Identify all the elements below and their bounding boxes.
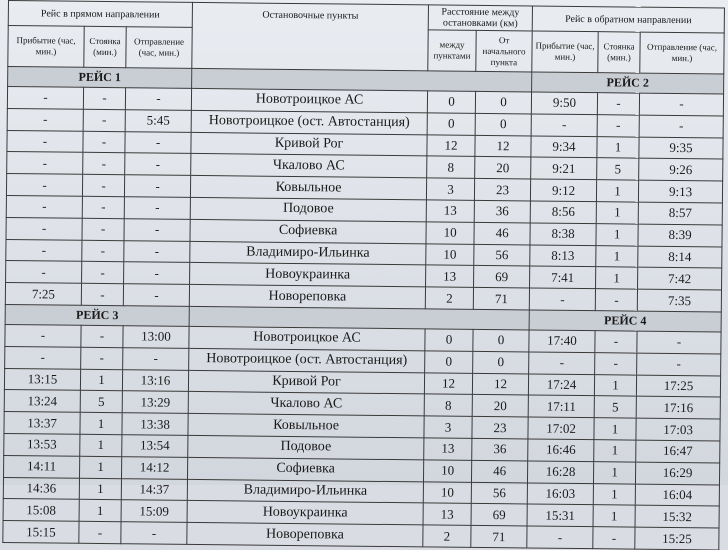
- reverse-departure-cell: -: [639, 115, 723, 138]
- reverse-arrival-cell: 17:11: [528, 395, 594, 417]
- reverse-departure-cell: 8:14: [638, 246, 722, 269]
- stop-name-cell: Ковыльное: [188, 414, 424, 438]
- reverse-arrival-cell: 17:02: [528, 417, 594, 439]
- distance-between-cell: 0: [425, 351, 473, 373]
- departure-cell: 13:29: [122, 391, 188, 413]
- stay-cell: -: [82, 174, 124, 196]
- reverse-arrival-cell: 8:13: [530, 245, 596, 267]
- stay-cell: 1: [80, 434, 122, 456]
- bus-timetable: [2, 0, 725, 550]
- arrival-cell: 15:15: [3, 521, 79, 544]
- arrival-cell: 15:08: [3, 499, 79, 522]
- distance-from-start-cell: 71: [473, 288, 529, 310]
- distance-between-cell: 10: [426, 222, 474, 244]
- departure-cell: 13:38: [122, 413, 188, 435]
- reverse-stay-cell: 1: [596, 202, 638, 224]
- distance-between-cell: 3: [424, 416, 472, 438]
- departure-cell: -: [121, 522, 187, 544]
- reverse-departure-cell: 8:39: [638, 224, 722, 247]
- arrival-cell: 13:15: [4, 368, 80, 391]
- forward-departure-header: Отправление (час, мин.): [126, 27, 192, 69]
- reverse-departure-cell: 8:57: [638, 202, 722, 225]
- reverse-stay-cell: 1: [596, 180, 638, 202]
- departure-cell: -: [124, 197, 190, 219]
- departure-cell: 13:54: [122, 435, 188, 457]
- reverse-arrival-cell: 16:03: [527, 483, 593, 505]
- departure-cell: -: [124, 262, 190, 284]
- arrival-cell: 13:24: [4, 390, 80, 413]
- reverse-departure-cell: 9:35: [639, 137, 723, 160]
- departure-cell: -: [125, 153, 191, 175]
- departure-cell: 14:37: [121, 478, 187, 500]
- reverse-arrival-cell: 17:40: [529, 330, 595, 352]
- forward-arrival-header: Прибытие (час, мин.): [8, 26, 84, 68]
- reverse-departure-cell: -: [639, 93, 723, 116]
- reverse-arrival-cell: 16:28: [528, 461, 594, 483]
- reverse-stay-cell: 1: [597, 136, 639, 158]
- arrival-cell: -: [7, 108, 83, 131]
- stop-name-cell: Ковыльное: [190, 176, 426, 200]
- distance-between-cell: 0: [427, 113, 475, 135]
- distance-from-start-cell: 46: [472, 460, 528, 482]
- reverse-arrival-cell: -: [527, 526, 593, 548]
- distance-between-cell: 13: [423, 503, 471, 525]
- arrival-cell: -: [7, 152, 83, 175]
- stay-cell: -: [81, 325, 123, 347]
- distance-from-start-cell: 0: [473, 329, 529, 351]
- distance-from-start-cell: 20: [475, 157, 531, 179]
- departure-cell: 13:16: [122, 369, 188, 391]
- reverse-departure-cell: 15:32: [635, 505, 719, 528]
- stop-name-cell: Чкалово АС: [191, 154, 427, 178]
- departure-cell: 13:00: [123, 326, 189, 348]
- stay-cell: -: [82, 262, 124, 284]
- departure-cell: -: [124, 219, 190, 241]
- arrival-cell: 7:25: [5, 283, 81, 306]
- reverse-stay-cell: 1: [593, 483, 635, 505]
- reverse-stay-cell: 1: [594, 374, 636, 396]
- stop-name-cell: Новотроицкое АС: [189, 326, 425, 350]
- arrival-cell: 13:53: [4, 433, 80, 456]
- reverse-arrival-cell: 15:31: [527, 504, 593, 526]
- reverse-arrival-cell: 8:56: [530, 201, 596, 223]
- reverse-departure-cell: 7:42: [638, 267, 722, 290]
- stop-name-cell: Новореповка: [187, 523, 423, 547]
- reverse-direction-header: Рейс в обратном направлении: [532, 6, 724, 33]
- reverse-arrival-header: Прибытие (час, мин.): [532, 31, 598, 73]
- distance-header: Расстояние между остановками (км): [428, 5, 532, 31]
- reverse-departure-cell: -: [637, 331, 721, 354]
- reverse-stay-cell: -: [595, 331, 637, 353]
- reverse-arrival-cell: 7:41: [530, 266, 596, 288]
- reverse-departure-cell: 17:25: [636, 375, 720, 398]
- distance-from-start-cell: 0: [475, 91, 531, 113]
- reverse-arrival-cell: 16:46: [528, 439, 594, 461]
- departure-cell: -: [124, 175, 190, 197]
- departure-cell: 15:09: [121, 500, 187, 522]
- arrival-cell: -: [6, 217, 82, 240]
- reverse-stay-cell: 5: [594, 396, 636, 418]
- stay-cell: 1: [80, 369, 122, 391]
- distance-from-start-cell: 71: [471, 526, 527, 548]
- departure-cell: -: [125, 88, 191, 110]
- stop-name-cell: Новоукраинка: [187, 501, 423, 525]
- distance-from-start-cell: 46: [474, 222, 530, 244]
- arrival-cell: -: [6, 261, 82, 284]
- between-header: между пунктами: [428, 30, 476, 72]
- distance-between-cell: 2: [425, 287, 473, 309]
- distance-between-cell: 10: [426, 243, 474, 265]
- departure-cell: -: [125, 131, 191, 153]
- stop-name-cell: Софиевка: [188, 457, 424, 481]
- arrival-cell: 14:11: [4, 455, 80, 478]
- stop-name-cell: Владимиро-Ильинка: [187, 479, 423, 503]
- stay-cell: 5: [80, 391, 122, 413]
- reverse-departure-cell: 16:04: [635, 484, 719, 507]
- reverse-stay-cell: 1: [596, 267, 638, 289]
- reverse-stay-cell: 1: [594, 461, 636, 483]
- reverse-stay-cell: -: [593, 527, 635, 549]
- departure-cell: -: [124, 240, 190, 262]
- reverse-stay-cell: 1: [596, 223, 638, 245]
- reverse-arrival-cell: -: [529, 288, 595, 310]
- arrival-cell: -: [5, 346, 81, 369]
- distance-between-cell: 8: [427, 156, 475, 178]
- reverse-departure-cell: 16:29: [636, 462, 720, 485]
- arrival-cell: -: [6, 239, 82, 262]
- reverse-stay-cell: -: [595, 352, 637, 374]
- reverse-departure-cell: 15:25: [635, 527, 719, 550]
- stop-name-cell: Чкалово АС: [188, 392, 424, 416]
- reverse-arrival-cell: 9:34: [531, 136, 597, 158]
- distance-from-start-cell: 36: [472, 438, 528, 460]
- stay-cell: -: [82, 218, 124, 240]
- distance-between-cell: 10: [424, 460, 472, 482]
- stop-name-cell: Владимиро-Ильинка: [190, 241, 426, 265]
- stay-cell: -: [82, 240, 124, 262]
- stop-name-cell: Новореповка: [189, 285, 425, 309]
- forward-trip-label: РЕЙС 3: [5, 304, 189, 326]
- reverse-arrival-cell: 9:12: [530, 179, 596, 201]
- reverse-stay-cell: 5: [597, 158, 639, 180]
- stay-cell: 1: [80, 412, 122, 434]
- distance-between-cell: 0: [427, 91, 475, 113]
- distance-between-cell: 10: [423, 481, 471, 503]
- stop-name-cell: Новотроицкое (ост. Автостанция): [189, 348, 425, 372]
- distance-from-start-cell: 0: [475, 113, 531, 135]
- reverse-arrival-cell: -: [529, 352, 595, 374]
- arrival-cell: -: [6, 174, 82, 197]
- forward-trip-label: РЕЙС 1: [8, 67, 192, 89]
- departure-cell: 5:45: [125, 110, 191, 132]
- stay-cell: 1: [79, 478, 121, 500]
- stay-cell: 1: [79, 500, 121, 522]
- reverse-arrival-cell: 9:50: [531, 92, 597, 114]
- reverse-arrival-cell: 9:21: [531, 157, 597, 179]
- departure-cell: -: [123, 284, 189, 306]
- arrival-cell: 14:36: [3, 477, 79, 500]
- departure-cell: 14:12: [121, 456, 187, 478]
- stay-cell: -: [83, 109, 125, 131]
- reverse-departure-header: Отправление (час, мин.): [640, 32, 724, 74]
- distance-from-start-cell: 36: [474, 200, 530, 222]
- stop-name-cell: Подовое: [190, 197, 426, 221]
- reverse-arrival-cell: 17:24: [528, 374, 594, 396]
- arrival-cell: -: [5, 324, 81, 347]
- stops-header: Остановочные пункты: [192, 2, 429, 70]
- distance-between-cell: 0: [425, 329, 473, 351]
- distance-from-start-cell: 20: [472, 395, 528, 417]
- from-start-header: От начального пункта: [476, 30, 532, 72]
- timetable-body: [3, 67, 724, 550]
- distance-between-cell: 2: [423, 525, 471, 547]
- stay-cell: -: [83, 153, 125, 175]
- stop-name-cell: Новоукраинка: [190, 263, 426, 287]
- arrival-cell: -: [7, 87, 83, 110]
- stay-cell: -: [79, 521, 121, 543]
- reverse-departure-cell: 17:16: [636, 396, 720, 419]
- stop-name-cell: Кривой Рог: [188, 370, 424, 394]
- reverse-arrival-cell: -: [531, 114, 597, 136]
- reverse-stay-cell: -: [597, 114, 639, 136]
- reverse-stay-cell: -: [597, 93, 639, 115]
- distance-from-start-cell: 12: [472, 373, 528, 395]
- departure-cell: -: [123, 347, 189, 369]
- reverse-departure-cell: 7:35: [637, 289, 721, 312]
- reverse-stay-cell: 1: [593, 505, 635, 527]
- distance-from-start-cell: 56: [474, 244, 530, 266]
- forward-direction-header: Рейс в прямом направлении: [8, 1, 192, 28]
- stop-name-cell: Новотроицкое (ост. Автостанция): [191, 110, 427, 134]
- reverse-stay-header: Стоянка (мин.): [598, 32, 640, 73]
- distance-from-start-cell: 12: [475, 135, 531, 157]
- reverse-stay-cell: 1: [594, 418, 636, 440]
- distance-from-start-cell: 69: [474, 266, 530, 288]
- stay-cell: -: [82, 196, 124, 218]
- stay-cell: -: [81, 283, 123, 305]
- reverse-stay-cell: 1: [594, 440, 636, 462]
- reverse-departure-cell: 16:47: [636, 440, 720, 463]
- distance-between-cell: 13: [424, 438, 472, 460]
- distance-from-start-cell: 23: [472, 417, 528, 439]
- reverse-trip-label: РЕЙС 2: [532, 72, 724, 94]
- distance-from-start-cell: 69: [471, 504, 527, 526]
- stay-cell: 1: [80, 456, 122, 478]
- arrival-cell: -: [7, 130, 83, 153]
- reverse-trip-label: РЕЙС 4: [529, 310, 721, 332]
- reverse-departure-cell: -: [637, 353, 721, 376]
- stop-name-cell: Кривой Рог: [191, 132, 427, 156]
- reverse-arrival-cell: 8:38: [530, 223, 596, 245]
- stop-name-cell: Новотроицкое АС: [191, 88, 427, 112]
- reverse-stay-cell: 1: [596, 245, 638, 267]
- reverse-stay-cell: -: [595, 289, 637, 311]
- reverse-departure-cell: 17:03: [636, 418, 720, 441]
- arrival-cell: 13:37: [4, 412, 80, 435]
- distance-between-cell: 12: [424, 372, 472, 394]
- forward-stay-header: Стоянка (мин.): [84, 26, 126, 67]
- distance-from-start-cell: 0: [473, 351, 529, 373]
- distance-between-cell: 3: [426, 178, 474, 200]
- stay-cell: -: [83, 131, 125, 153]
- distance-from-start-cell: 23: [474, 179, 530, 201]
- distance-between-cell: 8: [424, 394, 472, 416]
- distance-from-start-cell: 56: [471, 482, 527, 504]
- distance-between-cell: 13: [426, 265, 474, 287]
- stop-name-cell: Софиевка: [190, 219, 426, 243]
- stop-name-cell: Подовое: [188, 435, 424, 459]
- arrival-cell: -: [6, 195, 82, 218]
- distance-between-cell: 12: [427, 134, 475, 156]
- reverse-departure-cell: 9:13: [638, 180, 722, 203]
- distance-between-cell: 13: [426, 200, 474, 222]
- stay-cell: -: [81, 347, 123, 369]
- reverse-departure-cell: 9:26: [639, 159, 723, 182]
- stay-cell: -: [83, 87, 125, 109]
